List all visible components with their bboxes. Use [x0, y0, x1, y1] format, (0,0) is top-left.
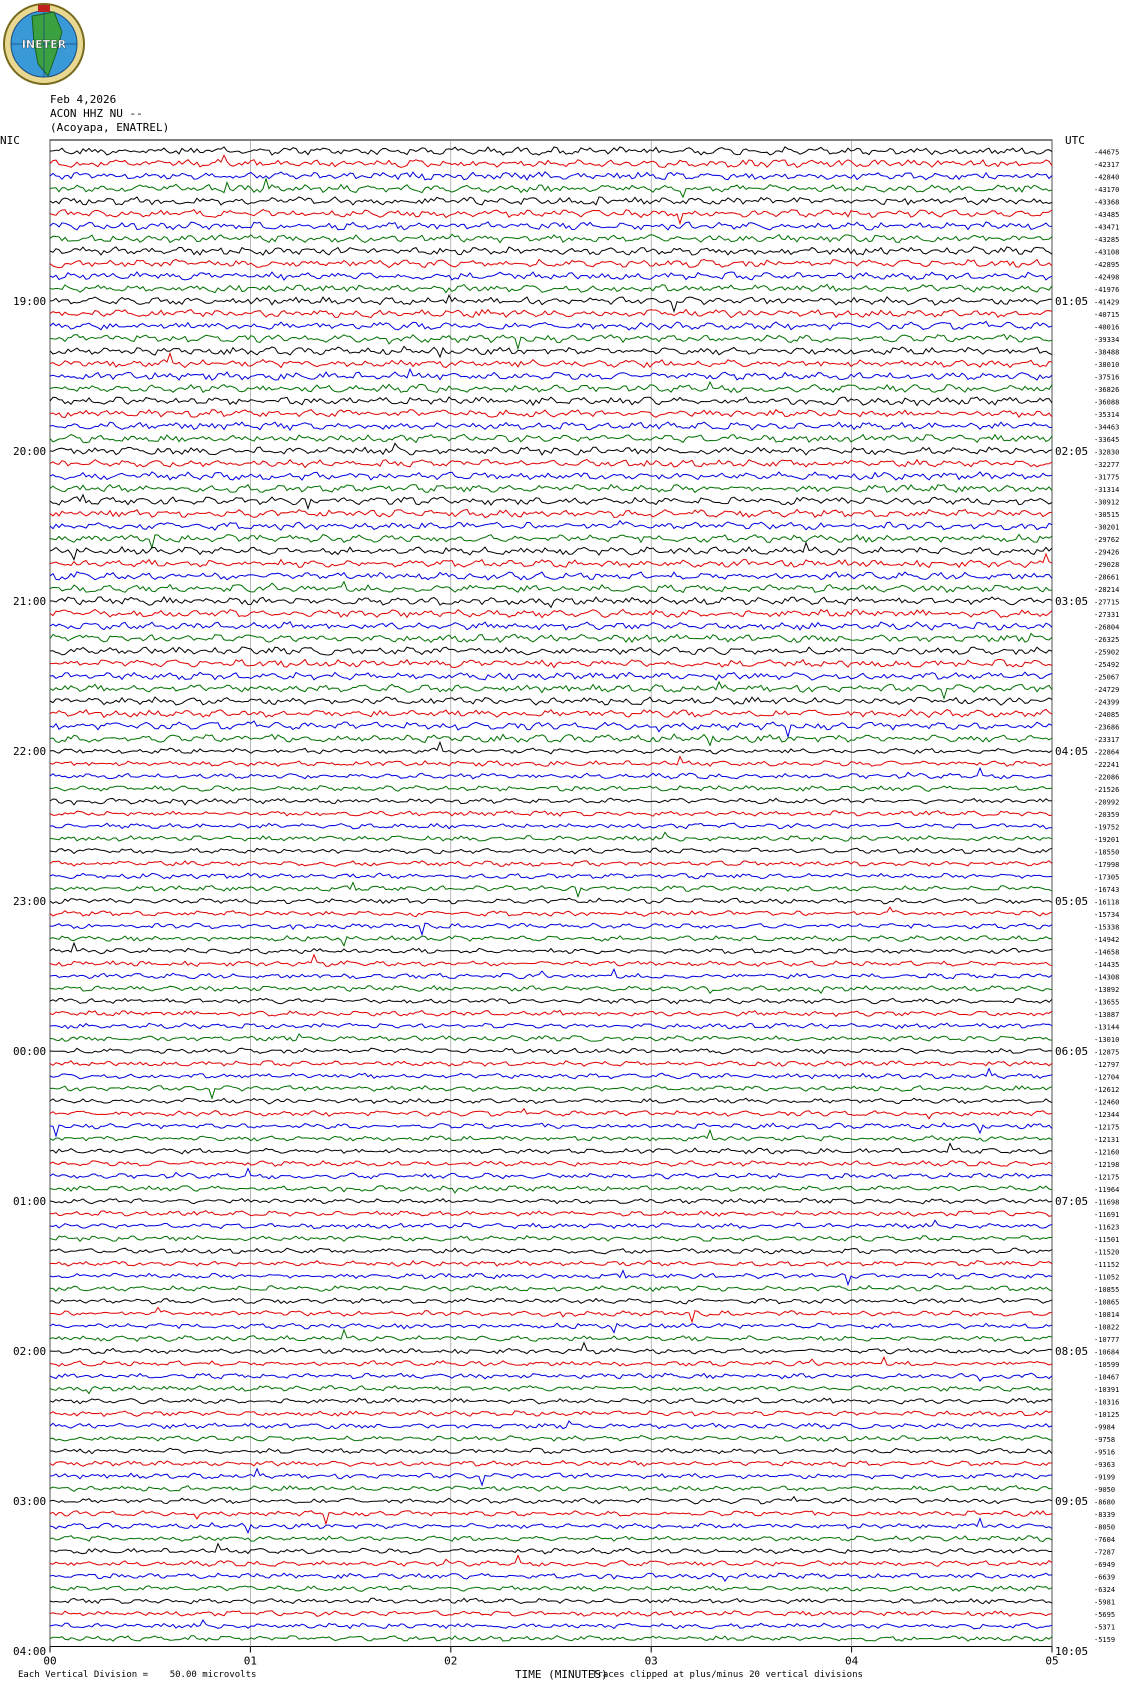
trace-offset-label: -30912: [1094, 498, 1120, 507]
seismic-trace: [50, 610, 1052, 618]
seismic-trace: [50, 1330, 1052, 1341]
seismic-trace: [50, 1544, 1052, 1554]
trace-offset-label: -31775: [1094, 473, 1120, 482]
left-hour-label: 20:00: [13, 445, 47, 458]
trace-offset-label: -11152: [1094, 1261, 1120, 1269]
trace-offset-label: -9050: [1094, 1486, 1116, 1494]
trace-offset-label: -12131: [1094, 1136, 1120, 1144]
seismic-trace: [50, 1536, 1052, 1542]
trace-offset-label: -32277: [1094, 461, 1120, 469]
trace-offset-label: -25492: [1094, 661, 1120, 669]
seismic-trace: [50, 697, 1052, 705]
left-hour-label: 01:00: [13, 1195, 47, 1208]
trace-offset-label: -23686: [1094, 723, 1120, 732]
station-location: (Acoyapa, ENATREL): [50, 121, 170, 134]
seismic-trace: [50, 1248, 1052, 1254]
trace-offset-label: -12175: [1094, 1123, 1120, 1132]
seismic-trace: [50, 459, 1052, 467]
trace-offset-label: -19752: [1094, 823, 1120, 832]
seismic-trace: [50, 1573, 1052, 1581]
trace-offset-label: -25067: [1094, 673, 1120, 682]
seismic-trace: [50, 1398, 1052, 1404]
trace-offset-label: -12797: [1094, 1061, 1120, 1069]
trace-offset-label: -40715: [1094, 311, 1120, 319]
seismic-trace: [50, 1586, 1052, 1592]
trace-offset-label: -33645: [1094, 436, 1120, 444]
seismic-trace: [50, 382, 1052, 392]
left-hour-label: 04:00: [13, 1645, 47, 1658]
seismic-trace: [50, 1436, 1052, 1442]
seismic-trace: [50, 883, 1052, 897]
trace-offset-label: -8680: [1094, 1498, 1116, 1507]
right-hour-label: 05:05: [1055, 895, 1089, 908]
trace-offset-label: -31314: [1094, 486, 1120, 494]
seismic-trace: [50, 422, 1052, 430]
trace-offset-label: -14942: [1094, 936, 1120, 944]
seismic-trace: [50, 1461, 1052, 1467]
seismic-trace: [50, 798, 1052, 805]
trace-offset-label: -38488: [1094, 348, 1120, 357]
trace-offset-label: -9516: [1094, 1448, 1116, 1457]
seismic-trace: [50, 534, 1052, 547]
right-hour-label: 09:05: [1055, 1495, 1089, 1508]
trace-offset-label: -41429: [1094, 298, 1120, 307]
trace-offset-label: -17305: [1094, 873, 1120, 882]
trace-offset-label: -40016: [1094, 323, 1120, 332]
seismic-trace: [50, 1169, 1052, 1179]
trace-offset-label: -17998: [1094, 861, 1120, 869]
trace-offset-label: -43108: [1094, 248, 1120, 257]
seismic-trace: [50, 397, 1052, 406]
trace-offset-label: -10391: [1094, 1386, 1120, 1394]
station-code: ACON HHZ NU --: [50, 107, 143, 120]
seismic-trace: [50, 1357, 1052, 1366]
trace-offset-label: -8050: [1094, 1523, 1116, 1532]
seismic-trace: [50, 786, 1052, 792]
trace-offset-label: -5981: [1094, 1598, 1116, 1607]
left-hour-label: 21:00: [13, 595, 47, 608]
left-hour-label: 00:00: [13, 1045, 47, 1058]
trace-offset-label: -32830: [1094, 448, 1120, 457]
trace-offset-label: -12344: [1094, 1111, 1120, 1119]
seismic-trace: [50, 622, 1052, 630]
trace-offset-label: -26804: [1094, 623, 1120, 632]
seismic-trace: [50, 923, 1052, 934]
trace-offset-label: -44675: [1094, 148, 1120, 157]
seismic-trace: [50, 986, 1052, 994]
trace-offset-label: -10684: [1094, 1348, 1120, 1357]
trace-offset-label: -11501: [1094, 1236, 1120, 1244]
seismic-trace: [50, 259, 1052, 267]
seismic-trace: [50, 172, 1052, 180]
trace-offset-label: -7604: [1094, 1536, 1116, 1544]
seismic-trace: [50, 1098, 1052, 1104]
right-hour-label: 08:05: [1055, 1345, 1089, 1358]
seismic-trace: [50, 823, 1052, 829]
trace-offset-label: -30201: [1094, 523, 1120, 532]
trace-offset-label: -26325: [1094, 636, 1120, 644]
trace-offset-label: -9199: [1094, 1473, 1116, 1482]
right-hour-label: 03:05: [1055, 595, 1089, 608]
seismic-trace: [50, 709, 1052, 717]
seismic-trace: [50, 597, 1052, 607]
logo-text: INETER: [21, 38, 67, 51]
seismic-trace: [50, 768, 1052, 779]
trace-offset-label: -29762: [1094, 536, 1120, 544]
trace-offset-label: -16118: [1094, 898, 1120, 907]
seismic-trace: [50, 179, 1052, 197]
trace-offset-label: -21526: [1094, 786, 1120, 794]
seismic-trace: [50, 543, 1052, 560]
trace-offset-label: -27331: [1094, 611, 1120, 619]
trace-offset-label: -12704: [1094, 1073, 1120, 1082]
seismic-trace: [50, 1286, 1052, 1292]
seismic-trace: [50, 155, 1052, 167]
trace-offset-label: -6949: [1094, 1561, 1116, 1569]
seismic-trace: [50, 1069, 1052, 1079]
left-hour-label: 03:00: [13, 1495, 47, 1508]
trace-offset-label: -22241: [1094, 761, 1120, 769]
seismic-trace: [50, 582, 1052, 593]
seismic-trace: [50, 1220, 1052, 1228]
seismic-trace: [50, 1611, 1052, 1617]
trace-offset-label: -12875: [1094, 1048, 1120, 1057]
seismic-trace: [50, 873, 1052, 879]
seismic-trace: [50, 832, 1052, 841]
trace-offset-label: -24399: [1094, 698, 1120, 707]
trace-offset-label: -12460: [1094, 1098, 1120, 1107]
right-hour-label: 06:05: [1055, 1045, 1089, 1058]
right-hour-label: 07:05: [1055, 1195, 1089, 1208]
trace-offset-label: -29426: [1094, 548, 1120, 557]
x-axis-label: TIME (MINUTES): [515, 1668, 608, 1681]
x-tick-label: 02: [444, 1654, 458, 1668]
trace-offset-label: -42895: [1094, 261, 1120, 269]
trace-offset-label: -13144: [1094, 1023, 1120, 1032]
trace-offset-label: -11964: [1094, 1186, 1120, 1194]
seismic-trace: [50, 742, 1052, 754]
trace-offset-label: -6639: [1094, 1573, 1116, 1582]
trace-offset-label: -6324: [1094, 1586, 1116, 1594]
left-hour-label: 19:00: [13, 295, 47, 308]
right-hour-label: 01:05: [1055, 295, 1089, 308]
seismic-trace: [50, 234, 1052, 242]
trace-offset-label: -5371: [1094, 1623, 1116, 1632]
trace-offset-label: -39334: [1094, 336, 1120, 344]
seismic-trace: [50, 1386, 1052, 1394]
seismic-trace: [50, 721, 1052, 737]
seismic-trace: [50, 1211, 1052, 1217]
trace-offset-label: -5159: [1094, 1636, 1116, 1644]
seismic-trace: [50, 295, 1052, 311]
trace-offset-label: -20992: [1094, 798, 1120, 807]
trace-offset-label: -5695: [1094, 1611, 1116, 1619]
seismic-trace: [50, 1143, 1052, 1153]
seismic-trace: [50, 1130, 1052, 1141]
seismic-trace: [50, 1034, 1052, 1041]
trace-offset-label: -14308: [1094, 973, 1120, 982]
left-hour-label: 02:00: [13, 1345, 47, 1358]
trace-offset-label: -42498: [1094, 273, 1120, 282]
x-tick-label: 05: [1045, 1654, 1059, 1668]
trace-offset-label: -10814: [1094, 1311, 1120, 1319]
seismic-trace: [50, 284, 1052, 292]
seismic-trace: [50, 1421, 1052, 1429]
seismic-trace: [50, 1298, 1052, 1304]
seismic-trace: [50, 554, 1052, 568]
trace-offset-label: -10822: [1094, 1323, 1120, 1332]
trace-offset-label: -34463: [1094, 423, 1120, 432]
trace-offset-label: -11520: [1094, 1248, 1120, 1257]
trace-offset-label: -13010: [1094, 1036, 1120, 1044]
trace-offset-label: -11698: [1094, 1198, 1120, 1207]
seismic-trace: [50, 811, 1052, 817]
seismic-trace: [50, 1373, 1052, 1381]
trace-offset-label: -20359: [1094, 811, 1120, 819]
seismic-trace: [50, 1497, 1052, 1504]
seismic-trace: [50, 1411, 1052, 1417]
seismic-trace: [50, 1469, 1052, 1486]
trace-offset-label: -19201: [1094, 836, 1120, 844]
trace-offset-label: -12612: [1094, 1086, 1120, 1094]
seismic-trace: [50, 1519, 1052, 1533]
trace-offset-label: -43285: [1094, 236, 1120, 244]
trace-offset-label: -36088: [1094, 398, 1120, 407]
seismic-trace: [50, 757, 1052, 767]
trace-offset-label: -11623: [1094, 1223, 1120, 1232]
trace-offset-label: -28214: [1094, 586, 1120, 594]
seismic-trace: [50, 434, 1052, 442]
trace-offset-label: -10316: [1094, 1398, 1120, 1407]
seismic-trace: [50, 472, 1052, 480]
seismic-trace: [50, 222, 1052, 230]
seismic-trace: [50, 682, 1052, 699]
x-tick-label: 04: [844, 1654, 859, 1668]
seismic-trace: [50, 1323, 1052, 1332]
trace-offset-label: -35314: [1094, 411, 1120, 419]
seismic-trace: [50, 1048, 1052, 1054]
seismic-trace: [50, 197, 1052, 205]
x-tick-label: 01: [243, 1654, 258, 1668]
trace-offset-label: -14435: [1094, 961, 1120, 969]
seismic-trace: [50, 1556, 1052, 1567]
seismic-trace: [50, 1109, 1052, 1119]
trace-offset-label: -29028: [1094, 561, 1120, 569]
trace-offset-label: -28661: [1094, 573, 1120, 582]
seismic-trace: [50, 1023, 1052, 1028]
trace-offset-label: -13892: [1094, 986, 1120, 994]
seismic-trace: [50, 1010, 1052, 1016]
trace-offset-label: -9363: [1094, 1461, 1116, 1469]
seismic-trace: [50, 410, 1052, 418]
trace-offset-label: -9984: [1094, 1423, 1116, 1432]
trace-offset-label: -24085: [1094, 711, 1120, 719]
right-hour-label: 02:05: [1055, 445, 1089, 458]
trace-offset-label: -11052: [1094, 1273, 1120, 1282]
trace-offset-label: -38010: [1094, 361, 1120, 369]
seismic-trace: [50, 510, 1052, 518]
trace-offset-label: -36826: [1094, 386, 1120, 394]
trace-offset-label: -27715: [1094, 598, 1120, 607]
trace-offset-label: -10865: [1094, 1298, 1120, 1307]
trace-offset-label: -12198: [1094, 1161, 1120, 1169]
seismic-trace: [50, 1161, 1052, 1167]
trace-offset-label: -16743: [1094, 886, 1120, 894]
seismic-trace: [50, 660, 1052, 668]
trace-offset-label: -43170: [1094, 186, 1120, 194]
x-tick-label: 00: [43, 1654, 57, 1668]
seismic-trace: [50, 310, 1052, 318]
seismic-trace: [50, 848, 1052, 854]
seismic-trace: [50, 943, 1052, 954]
trace-offset-label: -42840: [1094, 173, 1120, 182]
seismic-trace: [50, 247, 1052, 255]
trace-offset-label: -15734: [1094, 911, 1120, 919]
seismic-trace: [50, 147, 1052, 155]
trace-offset-label: -30515: [1094, 511, 1120, 519]
left-hour-label: 22:00: [13, 745, 47, 758]
trace-offset-label: -25902: [1094, 648, 1120, 657]
trace-offset-label: -12175: [1094, 1173, 1120, 1182]
seismic-trace: [50, 1511, 1052, 1524]
seismic-trace: [50, 1186, 1052, 1193]
seismic-trace: [50, 634, 1052, 643]
vertical-division-note: Each Vertical Division = 50.00 microvolts: [18, 1670, 257, 1680]
trace-offset-label: -7287: [1094, 1548, 1116, 1557]
seismic-trace: [50, 1086, 1052, 1099]
trace-offset-label: -22864: [1094, 748, 1120, 757]
seismic-trace: [50, 354, 1052, 368]
seismic-trace: [50, 443, 1052, 455]
right-timezone-label: UTC: [1065, 134, 1085, 147]
seismic-trace: [50, 1308, 1052, 1322]
seismic-trace: [50, 321, 1052, 330]
seismic-trace: [50, 955, 1052, 967]
seismic-trace: [50, 672, 1052, 680]
trace-offset-label: -15338: [1094, 923, 1120, 932]
seismic-trace: [50, 734, 1052, 745]
trace-offset-label: -10599: [1094, 1361, 1120, 1369]
seismic-trace: [50, 861, 1052, 867]
trace-offset-label: -42317: [1094, 161, 1120, 169]
seismic-trace: [50, 369, 1052, 380]
trace-offset-label: -23317: [1094, 736, 1120, 744]
seismic-trace: [50, 998, 1052, 1003]
trace-offset-label: -10777: [1094, 1336, 1120, 1344]
trace-offset-label: -18550: [1094, 848, 1120, 857]
right-hour-label: 10:05: [1055, 1645, 1089, 1658]
seismic-trace: [50, 907, 1052, 916]
seismic-trace: [50, 647, 1052, 655]
trace-offset-label: -24729: [1094, 686, 1120, 694]
seismic-trace: [50, 1598, 1052, 1604]
seismic-trace: [50, 346, 1052, 357]
seismic-trace: [50, 898, 1052, 904]
trace-offset-label: -10467: [1094, 1373, 1120, 1382]
seismic-trace: [50, 572, 1052, 580]
trace-offset-label: -14658: [1094, 948, 1120, 957]
trace-offset-label: -11691: [1094, 1211, 1120, 1219]
seismic-trace: [50, 1486, 1052, 1492]
trace-offset-label: -43471: [1094, 223, 1120, 232]
seismic-trace: [50, 936, 1052, 946]
trace-offset-label: -13655: [1094, 998, 1120, 1007]
seismic-trace: [50, 272, 1052, 280]
seismic-trace: [50, 969, 1052, 978]
trace-offset-label: -41976: [1094, 286, 1120, 294]
trace-offset-label: -22086: [1094, 773, 1120, 782]
seismic-trace: [50, 1448, 1052, 1454]
x-tick-label: 03: [644, 1654, 658, 1668]
trace-offset-label: -37516: [1094, 373, 1120, 382]
seismic-trace: [50, 495, 1052, 509]
seismic-trace: [50, 1620, 1052, 1629]
seismic-trace: [50, 1123, 1052, 1136]
seismic-trace: [50, 485, 1052, 493]
clip-note: Traces clipped at plus/minus 20 vertical divisions: [592, 1670, 863, 1680]
seismic-trace: [50, 1061, 1052, 1067]
trace-offset-label: -10855: [1094, 1286, 1120, 1294]
left-timezone-label: NIC: [0, 134, 20, 147]
plot-date: Feb 4,2026: [50, 93, 117, 106]
trace-offset-label: -8339: [1094, 1511, 1116, 1519]
right-hour-label: 04:05: [1055, 745, 1089, 758]
seismic-trace: [50, 1343, 1052, 1354]
trace-offset-label: -43368: [1094, 198, 1120, 207]
seismic-trace: [50, 210, 1052, 224]
trace-offset-label: -43485: [1094, 211, 1120, 219]
trace-offset-label: -10125: [1094, 1411, 1120, 1419]
trace-offset-label: -12160: [1094, 1148, 1120, 1157]
trace-offset-label: -13887: [1094, 1011, 1120, 1019]
seismic-trace: [50, 334, 1052, 348]
left-hour-label: 23:00: [13, 895, 47, 908]
seismic-trace: [50, 1198, 1052, 1204]
seismic-trace: [50, 1236, 1052, 1241]
seismic-trace: [50, 1261, 1052, 1267]
seismic-trace: [50, 521, 1052, 530]
seismic-trace: [50, 1271, 1052, 1285]
seismic-trace: [50, 1636, 1052, 1642]
plot-frame: [50, 140, 1052, 1647]
trace-offset-label: -9758: [1094, 1436, 1116, 1444]
